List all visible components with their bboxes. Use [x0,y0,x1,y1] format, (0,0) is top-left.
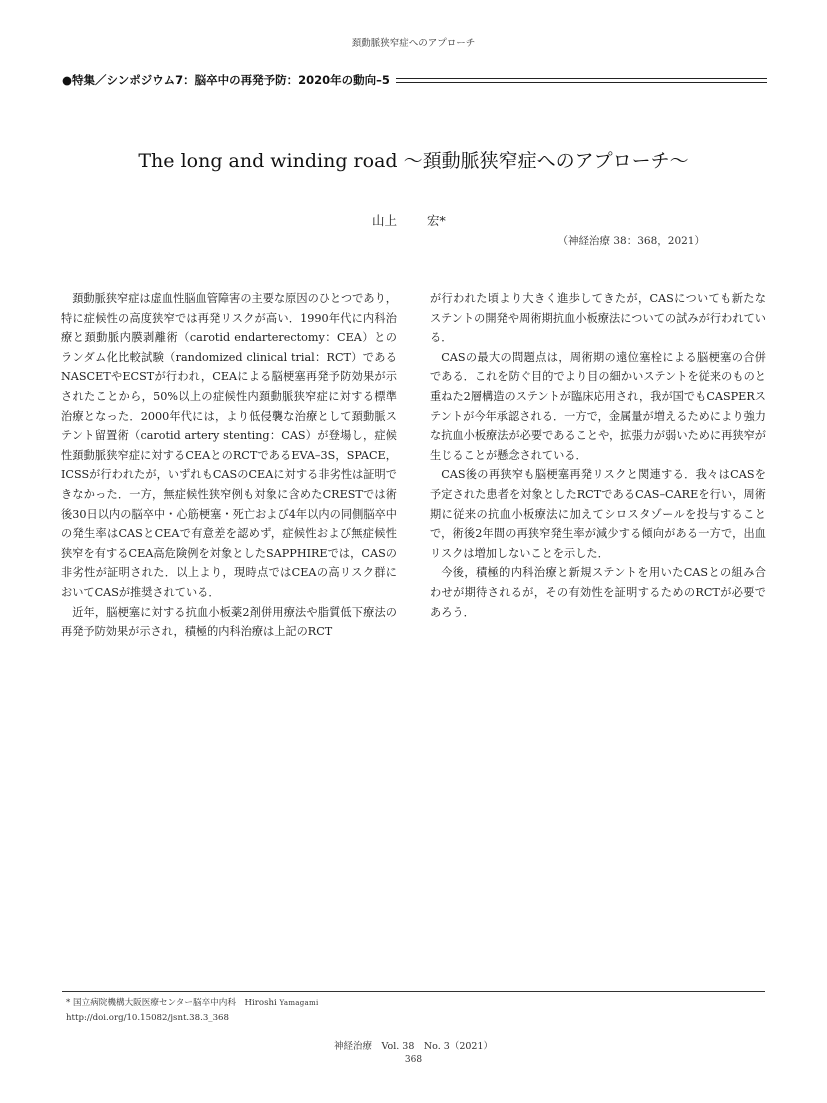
author-surname: Yamagami [279,999,319,1007]
running-head: 頚動脈狭窄症へのアプローチ [351,38,476,49]
page-number: 368 [404,1055,423,1065]
body-column-right [430,289,766,622]
section-label: ●特集／シンポジウム7：脳卒中の再発予防：2020年の動向–5 [62,73,390,87]
section-rule [396,78,767,83]
doi-link[interactable]: http://doi.org/10.15082/jsnt.38.3_368 [66,1012,229,1023]
section-header [62,72,767,88]
affiliation-text: * 国立病院機構大阪医療センター脳卒中内科 Hiroshi [66,998,280,1008]
paragraph: 頚動脈狭窄症は虚血性脳血管障害の主要な原因のひとつであり，特に症候性の高度狭窄では再発リスクが高い．1990年代に内科治療と頚動脈内膜剥離術（carotid endarterectomy：CEA）とのランダム化比較試験（randomized clinical trial：RCT）であるNASCETやECSTが行われ，CEAによる脳梗塞再発予防効果が示されたことから，50%以上の症候性内頚動脈狭窄症に対する標準治療となった．2000年代には，より低侵襲な治療として頚動脈ステント留置術（carotid artery stenting：CAS）が登場し，症候性頚動脈狭窄症に対するCEAとのRCTであるEVA–3S，SPACE，ICSSが行われたが，いずれもCASのCEAに対する非劣性は証明できなかった．一方，無症候性狭窄例も対象に含めたCRESTでは術後30日以内の脳卒中・心筋梗塞・死亡および4年以内の同側脳卒中の発生率はCASとCEAで有意差を認めず，症候性および無症候性狭窄を有するCEA高危険例を対象としたSAPPHIREでは，CASの非劣性が証明された．以上より，現時点ではCEAの高リスク群においてCASが推奨されている． [61,292,397,599]
paragraph-continuation: が行われた頃より大きく進歩してきたが，CASについても新たなステントの開発や周術期抗血小板療法についての試みが行われている． [430,292,766,345]
journal-footer: 神経治療 Vol. 38 No. 3（2021） [334,1041,493,1052]
footnote [66,996,319,1025]
author [372,211,446,229]
author-given-name: 宏* [427,213,446,228]
article-title: The long and winding road ～頚動脈狭窄症へのアプローチ～ [138,150,689,172]
paragraph: CASの最大の問題点は，周術期の遠位塞栓による脳梗塞の合併である．これを防ぐ目的でより目の細かいステントを従来のものと重ねた2層構造のステントが臨床応用され，我が国でもCASPERステントが今年承認される．一方で，金属量が増えるためにより強力な抗血小板療法が必要であることや，拡張力が弱いために再狭窄が生じることが懸念されている． [430,350,766,462]
paragraph: CAS後の再狭窄も脳梗塞再発リスクと関連する．我々はCASを予定された患者を対象としたRCTであるCAS–CAREを行い，周術期に従来の抗血小板療法に加えてシロスタゾールを投与することで，術後2年間の再狭窄発生率が減少する傾向がある一方で，出血リスクは増加しないことを示した． [430,468,766,560]
author-family-name: 山上 [372,213,398,228]
paragraph: 近年，脳梗塞に対する抗血小板薬2剤併用療法や脂質低下療法の再発予防効果が示され，積極的内科治療は上記のRCT [61,605,397,639]
footnote-rule [62,991,765,992]
paragraph: 今後，積極的内科治療と新規ステントを用いたCASとの組み合わせが期待されるが，その有効性を証明するためのRCTが必要であろう． [430,566,766,619]
body-column-left [61,289,397,642]
citation: （神経治療 38：368，2021） [557,235,705,247]
footnote-affiliation [66,996,319,1011]
